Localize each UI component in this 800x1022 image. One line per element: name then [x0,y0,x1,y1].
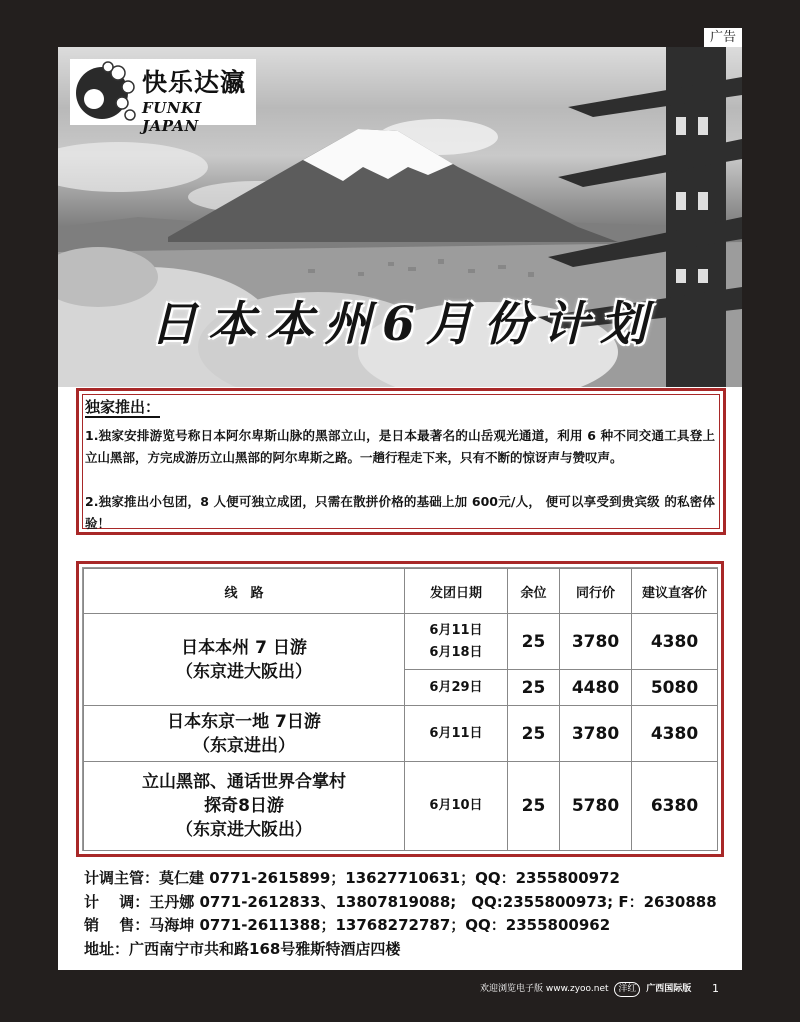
route-note: （东京进出） [193,735,295,756]
seats-cell: 25 [508,670,560,706]
contact-line-planner: 计 调：王丹娜 0771-2612833、13807819088; QQ:2355800973; F：2630888 [84,892,717,911]
date-value: 6月18日 [429,644,483,660]
headline: 日本本州6月份计划 [150,297,658,352]
header-route: 线 路 [84,569,405,614]
advertisement-page [58,47,742,970]
route-cell [84,706,405,762]
hero-image [58,47,742,387]
route-name: 日本本州 7 日游 [181,637,307,658]
contact-info [84,867,734,961]
logo [70,59,256,135]
table-header-row [84,569,718,614]
route-note: （东京进大阪出） [176,661,312,682]
route-name-line2: 探奇8日游 [204,796,284,816]
promo-box [76,388,726,535]
date-cell: 6月11日 [405,706,508,762]
route-name: 立山黑部、通话世界合掌村 [142,772,346,792]
retail-price-cell: 6380 [632,762,718,851]
contact-line-planner-lead: 计调主管：莫仁建 0771-2615899；13627710631；QQ：2355800972 [84,869,620,887]
header-trade-price: 同行价 [560,569,632,614]
ad-label: 广告 [704,28,742,48]
promo-item-2: 2.独家推出小包团，8 人便可独立成团，只需在散拼价格的基础上加 600元/人， 便可以享受到贵宾级 的私密体验！ [85,494,715,531]
seats-cell: 25 [508,706,560,762]
trade-price-cell: 5780 [560,762,632,851]
table-row [84,706,718,762]
price-table [83,568,718,851]
retail-price-cell: 4380 [632,706,718,762]
date-cell [405,614,508,670]
footer-edition: 广西国际版 [646,984,692,994]
trade-price-cell: 4480 [560,670,632,706]
trade-price-cell: 3780 [560,706,632,762]
page-footer [480,978,780,1000]
logo-title: 快乐达瀛 [142,68,247,97]
route-note: （东京进大阪出） [176,820,312,840]
page-number: 1 [712,982,719,995]
geisha-blossom-logo-icon [72,59,140,125]
retail-price-cell: 4380 [632,614,718,670]
table-row [84,614,718,670]
table-row [84,762,718,851]
retail-price-cell: 5080 [632,670,718,706]
contact-line-sales: 销 售：马海坤 0771-2611388；13768272787；QQ：2355800962 [84,916,611,934]
seats-cell: 25 [508,762,560,851]
footer-website-text: 欢迎浏览电子版 www.zyoo.net [480,984,609,994]
date-cell: 6月10日 [405,762,508,851]
contact-line-address: 地址：广西南宁市共和路168号雅斯特酒店四楼 [84,939,401,958]
header-retail-price: 建议直客价 [632,569,718,614]
promo-title: 独家推出： [85,398,161,416]
header-seats: 余位 [508,569,560,614]
date-cell: 6月29日 [405,670,508,706]
price-table-frame [76,561,724,857]
route-cell [84,762,405,851]
footer-badge: 洋红 [614,982,640,997]
promo-item-1: 1.独家安排游览号称日本阿尔卑斯山脉的黑部立山，是日本最著名的山岳观光通道，利用 6 种不同交通工具登上立山黑部，方完成游历立山黑部的阿尔卑斯之路。一趟行程走下来，只有不断的惊讶声与赞叹声。 [85,428,715,465]
header-date: 发团日期 [405,569,508,614]
date-value: 6月11日 [429,622,483,638]
trade-price-cell: 3780 [560,614,632,670]
route-name: 日本东京一地 7日游 [167,711,321,732]
route-cell [84,614,405,706]
seats-cell: 25 [508,614,560,670]
logo-subtitle: FUNKI JAPAN [142,99,202,135]
